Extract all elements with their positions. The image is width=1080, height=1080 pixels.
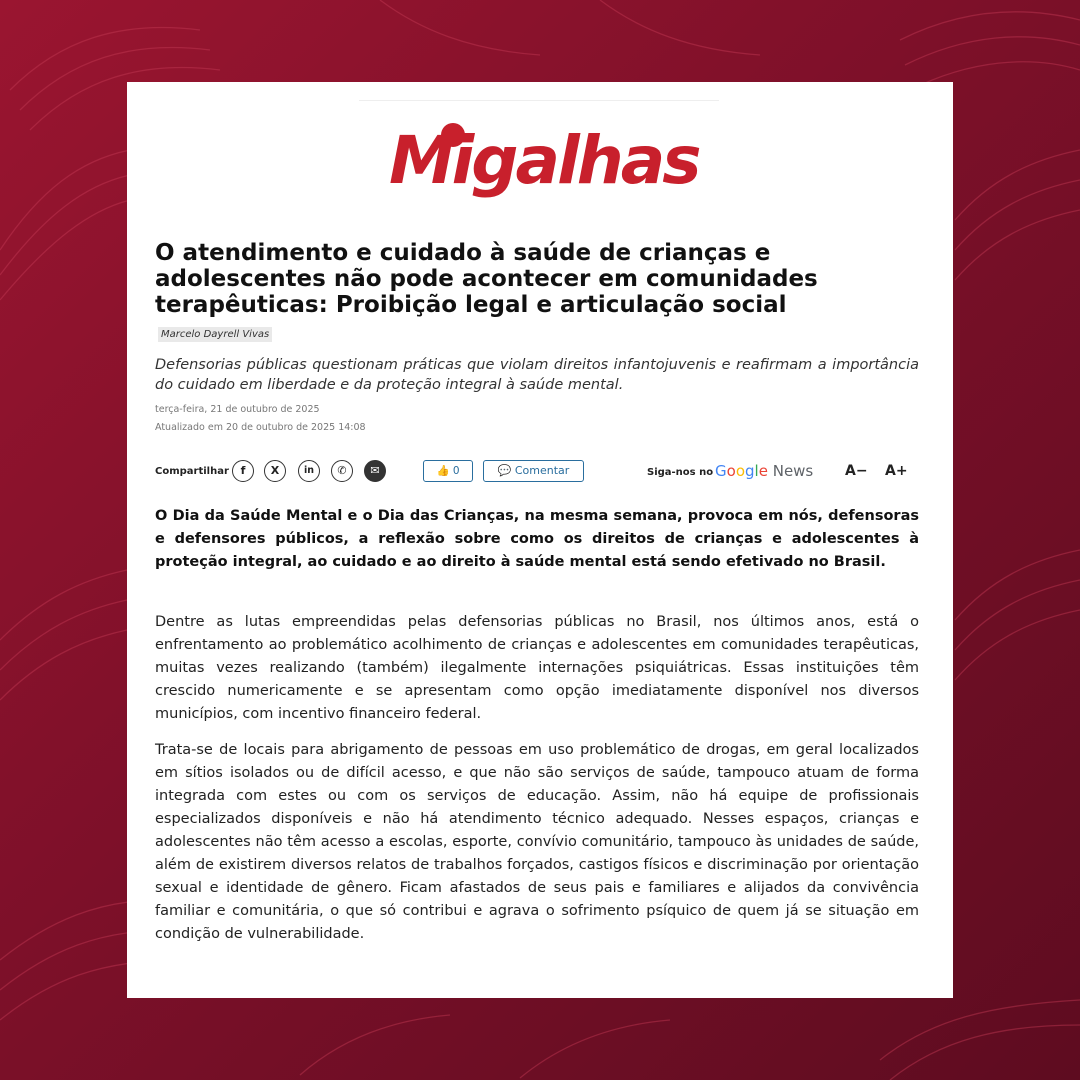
updated-date: Atualizado em 20 de outubro de 2025 14:08 [155,422,366,433]
publish-date: terça-feira, 21 de outubro de 2025 [155,404,320,415]
like-count: 0 [452,465,460,477]
thumbs-up-icon: 👍 [436,465,450,477]
facebook-icon[interactable]: f [232,460,254,482]
comment-icon: 💬 [497,464,512,477]
whatsapp-icon[interactable]: ✆ [331,460,353,482]
article-paragraph: Dentre as lutas empreendidas pelas defensorias públicas no Brasil, nos últimos anos, está o enfrentamento ao problemático acolhimento de crianças e adolescentes em comunidades terapêuticas, muitas vezes realizando (também) ilegalmente internações psiquiátricas. Essas instituições têm crescido numericamente e se apresentam como opção imediatamente disponível nos diversos municípios, com incentivo financeiro federal. [155,614,919,722]
google-letter: o [735,462,745,480]
follow-label: Siga-nos no [647,467,714,478]
comment-button[interactable] [483,460,584,482]
x-icon[interactable]: X [264,460,286,482]
news-text: News [772,462,814,480]
migalhas-logo[interactable]: Migalhas [389,122,699,199]
article-card [127,82,953,998]
article-lede: Defensorias públicas questionam práticas que violam direitos infantojuvenis e reafirmam a importância do cuidado em liberdade e da proteção integral à saúde mental. [155,357,919,393]
comment-label: Comentar [514,464,570,477]
share-toolbar [155,458,921,486]
article-title: O atendimento e cuidado à saúde de crianças e adolescentes não pode acontecer em comunidades terapêuticas: Proibição legal e articulação social [155,240,818,318]
font-decrease-button[interactable]: A− [845,463,868,479]
google-news-link[interactable] [715,461,813,481]
linkedin-icon[interactable]: in [298,460,320,482]
article-paragraph: Trata-se de locais para abrigamento de pessoas em uso problemático de drogas, em geral localizados em sítios isolados ou de difícil acesso, e que não são serviços de saúde, tampouco atuam de forma integrada com estes ou com os serviços de educação. Assim, não há equipe de profissionais especializados disponíveis e não há atendimento técnico adequado. Nesses espaços, crianças e adolescentes não têm acesso a escolas, esporte, convívio comunitário, tampouco às unidades de saúde, além de existirem diversos relatos de trabalhos forçados, castigos físicos e discriminação por orientação sexual e identidade de gênero. Ficam afastados de seus pais e familiares e alijados da convivência familiar e comunitária, o que só contribui e agrava o sofrimento psíquico de quem já se situação em condição de vulnerabilidade. [155,742,919,942]
site-header [127,100,953,210]
google-letter: e [758,462,768,480]
google-letter: G [715,462,727,480]
share-label: Compartilhar [155,466,229,477]
author-name[interactable]: Marcelo Dayrell Vivas [158,327,272,342]
google-letter: g [745,462,755,480]
google-letter: o [726,462,736,480]
header-divider [359,100,719,101]
article-intro: O Dia da Saúde Mental e o Dia das Crianças, na mesma semana, provoca em nós, defensoras e defensores públicos, a reflexão sobre como os direitos de crianças e adolescentes à proteção integral, ao cuidado e ao direito à saúde mental está sendo efetivado no Brasil. [155,508,919,570]
email-icon[interactable]: ✉ [364,460,386,482]
like-button[interactable] [423,460,473,482]
google-letter: l [754,462,759,480]
font-increase-button[interactable]: A+ [885,463,908,479]
